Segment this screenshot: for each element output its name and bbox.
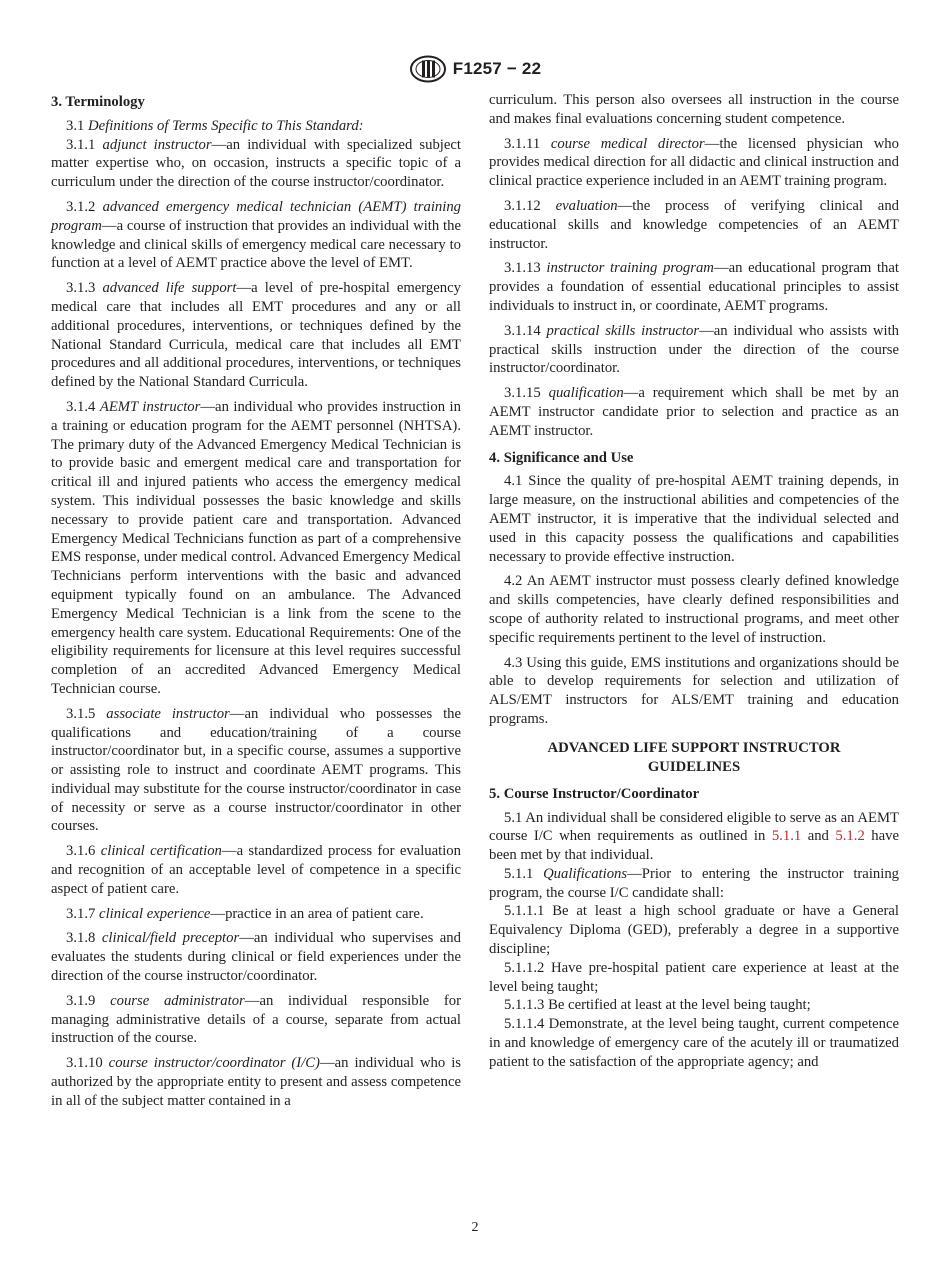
guidelines-heading: ADVANCED LIFE SUPPORT INSTRUCTOR GUIDELINES [547, 739, 841, 775]
paragraph-5-1-1-2: 5.1.1.2 Have pre-hospital patient care experience at least at the level being taught; [489, 959, 899, 995]
definition-3-1-10: 3.1.10 course instructor/coordinator (I/C)—an individual who is authorized by the appropriate entity to present and assess competence in all of the subject matter contained in a [51, 1055, 461, 1109]
standard-designation: F1257 − 22 [452, 59, 542, 78]
definition-3-1-4: 3.1.4 AEMT instructor—an individual who provides instruction in a training or education program for the AEMT personnel (NHTSA). The primary duty of the Advanced Emergency Medical Technician is to provide basic and emergent medical care and transportation for critical ill and injured patients who access the emergency medical system. This individual possesses the basic knowledge and skills necessary to provide patient care and transportation. Advanced Emergency Medical Technicians function as part of a comprehensive EMS response, under medical control. Advanced Emergency Medical Technicians perform interventions with the basic and advanced equipment typically found on an ambulance. The Advanced Emergency Medical Technician is a link from the scene to the emergency health care system. Educational Requirements: One of the eligibility requirements for licensure at this level requires successful completion of an accredited Advanced Emergency Medical Technician course. [51, 398, 461, 697]
section-heading: 3. Terminology [51, 94, 145, 110]
xref-5-1-1[interactable]: 5.1.1 [771, 828, 802, 845]
definition-3-1-12: 3.1.12 evaluation—the process of verifying clinical and educational skills and knowledge competencies of an AEMT instructor. [489, 197, 900, 252]
section-heading: 5. Course Instructor/Coordinator [489, 785, 700, 802]
left-column [51, 91, 461, 1117]
definition-3-1-10-continued: curriculum. This person also oversees all instruction in the course and makes final evaluations concerning student competence. [489, 92, 899, 127]
right-column [489, 91, 899, 1072]
paragraph-3-1: 3.1 Definitions of Terms Specific to This Standard: [66, 117, 364, 134]
paragraph-4-3: 4.3 Using this guide, EMS institutions and organizations should be able to develop requirements for selection and utilization of ALS/EMT instructors for ALS/EMT training and education programs. [489, 654, 899, 727]
section-heading: 4. Significance and Use [489, 449, 634, 466]
definition-3-1-6: 3.1.6 clinical certification—a standardized process for evaluation and recognition of an acceptable level of competence in a specific aspect of patient care. [51, 843, 461, 897]
definition-3-1-8: 3.1.8 clinical/field preceptor—an individual who supervises and evaluates the students during clinical or field experiences under the direction of the course instructor/coordinator. [51, 930, 461, 985]
definition-3-1-9: 3.1.9 course administrator—an individual responsible for managing administrative details of a course, separate from actual instruction of the course. [51, 992, 462, 1047]
astm-logo-icon [409, 55, 447, 83]
page-number: 2 [471, 1220, 479, 1235]
paragraph-5-1-1-4: 5.1.1.4 Demonstrate, at the level being taught, current competence in and knowledge of emergency care of the acutely ill or traumatized patient to the satisfaction of the appropriate agency; and [489, 1016, 899, 1070]
page-header [0, 55, 950, 83]
definition-3-1-7: 3.1.7 clinical experience—practice in an area of patient care. [66, 905, 424, 922]
paragraph-4-1: 4.1 Since the quality of pre-hospital AEMT training depends, in large measure, on the instructional abilities and competencies of the AEMT instructor, it is imperative that the individual selected and used in this capacity possess the qualifications and capabilities necessary to provide effective instruction. [489, 473, 899, 565]
definition-3-1-15: 3.1.15 qualification—a requirement which shall be met by an AEMT instructor candidate prior to selection and practice as an AEMT instructor. [489, 385, 900, 439]
definition-3-1-5: 3.1.5 associate instructor—an individual who possesses the qualifications and education/training of a course instructor/coordinator but, in a specific course, assumes a supportive or assisting role to instruct and coordinate AEMT programs. This individual may substitute for the course instructor/coordinator in case of necessity or serve as a course instructor/coordinator in other courses. [51, 705, 462, 835]
definition-3-1-14: 3.1.14 practical skills instructor—an individual who assists with practical skills instruction under the direction of the course instructor/coordinator. [489, 322, 900, 377]
definition-3-1-13: 3.1.13 instructor training program—an educational program that provides a foundation of essential educational principles to assist individuals to instruct in, or coordinate, AEMT programs. [489, 260, 900, 314]
definition-3-1-11: 3.1.11 course medical director—the licensed physician who provides medical direction for all didactic and clinical instruction and clinical practice experience included in an AEMT training program. [489, 135, 899, 190]
paragraph-4-2: 4.2 An AEMT instructor must possess clearly defined knowledge and skills competencies, have clearly defined responsibilities and scope of authority related to instructional programs, and meet other specific requirements pertinent to the level of instruction. [489, 573, 899, 646]
paragraph-5-1-1: 5.1.1 Qualifications—Prior to entering the instructor training program, the course I/C candidate shall: [489, 865, 900, 901]
definition-3-1-1: 3.1.1 adjunct instructor—an individual with specialized subject matter expertise who, on occasion, instructs a specific topic of a curriculum under the direction of the course instructor/coordinator. [51, 136, 461, 191]
paragraph-5-1: 5.1 An individual shall be considered eligible to serve as an AEMT course I/C when requirements as outlined in 5.1.1 and 5.1.2 have been met by that individual. [489, 809, 899, 864]
definition-3-1-3: 3.1.3 advanced life support—a level of pre-hospital emergency medical care that includes all EMT procedures and any or all additional procedures, interventions, or techniques defined by the National Standard Curricula, medical care that includes all EMT procedures and all additional procedures, interventions, or techniques defined by the National Standard Curricula. [51, 280, 462, 391]
paragraph-5-1-1-3: 5.1.1.3 Be certified at least at the level being taught; [504, 997, 811, 1014]
xref-5-1-2[interactable]: 5.1.2 [835, 828, 865, 845]
paragraph-5-1-1-1: 5.1.1.1 Be at least a high school graduate or have a General Equivalency Diploma (GED), preferably a degree in a supportive discipline; [489, 903, 899, 958]
definition-3-1-2: 3.1.2 advanced emergency medical technician (AEMT) training program—a course of instruction that provides an individual with the knowledge and clinical skills of emergency medical care necessary to function at a level of AEMT practice above the level of EMT. [51, 198, 462, 272]
